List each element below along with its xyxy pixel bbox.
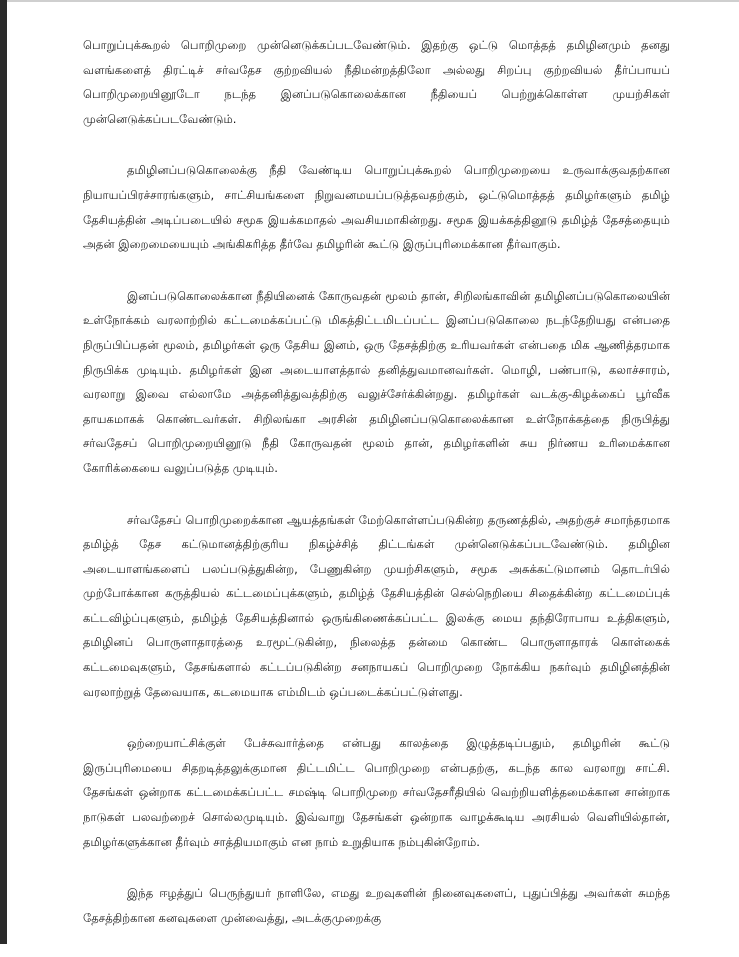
paragraph-remembrance: இந்த ஈழத்துப் பெருந்துயர் நாளிலே, எமது உறவுகளின் நினைவுகளைப், புதுப்பித்து அவர்கள் சுமந்த தேசத்திற்கான கனவுகளை முன்வைத்து, அடக்குமுறைக்கு xyxy=(83,886,670,925)
paragraph-accountability: பொறுப்புக்கூறல் பொறிமுறை முன்னெடுக்கப்படவேண்டும். இதற்கு ஒட்டு மொத்தத் தமிழினமும் தனது வளங்களைத் திரட்டிச் சர்வதேச குற்றவியல் நீதிமன்றத்திலோ அல்லது சிறப்பு குற்றவியல் தீர்ப்பாயப் பொறிமுறையினூடோ நடந்த இனப்படுகொலைக்கான நீதியைப் பெற்றுக்கொள்ள முயற்சிகள் முன்னெடுக்கப்படவேண்டும். xyxy=(83,38,670,126)
paragraph-genocide-intent: இனப்படுகொலைக்கான நீதியினைக் கோருவதன் மூலம் தான், சிறிலங்காவின் தமிழினப்படுகொலையின் உள்நோக்கம் வரலாற்றில் கட்டமைக்கப்பட்டு மிகத்திட்டமிடப்பட்ட இனப்படுகொலை நடந்தேறியது என்பதை நிருப்பிப்பதன் மூலம், தமிழர்கள் ஒரு தேசிய இனம், ஒரு தேசத்திற்கு உரியவர்கள் என்பதை மிக ஆணித்தரமாக நிருபிக்க முடியும். தமிழர்கள் இன அடையாளத்தால் தனித்துவமானவர்கள். மொழி, பண்பாடு, கலாச்சாரம், வரலாறு இவை எல்லாமே அத்தனித்துவத்திற்கு வலுச்சேர்க்கின்றது. தமிழர்கள் வடக்கு-கிழக்கைப் பூர்வீக தாயகமாகக் கொண்டவர்கள். சிறிலங்கா அரசின் தமிழினப்படுகொலைக்கான உள்நோக்கத்தை நிருபித்து சர்வதேசப் பொறிமுறையினூடு நீதி கோருவதன் மூலம் தான், தமிழர்களின் சுய நிர்ணய உரிமைக்கான கோரிக்கையை வலுப்படுத்த முடியும். xyxy=(83,288,670,475)
viewer-left-edge xyxy=(0,0,7,944)
page-top-border xyxy=(0,0,739,2)
paragraph-nation-building: சர்வதேசப் பொறிமுறைக்கான ஆயத்தங்கள் மேற்கொள்ளப்படுகின்ற தருணத்தில், அதற்குச் சமாந்தரமாக தமிழ்த் தேச கட்டுமானத்திற்குரிய நிகழ்ச்சித் திட்டங்கள் முன்னெடுக்கப்படவேண்டும். தமிழின அடையாளங்களைப் பலப்படுத்துகின்ற, பேணுகின்ற முயற்சிகளும், சமூக அசுக்கட்டுமானம் தொடர்பில் முற்போக்கான கருத்தியல் கட்டமைப்புக்களும், தமிழ்த் தேசியத்தின் செல்நெறியை சிதைக்கின்ற கட்டமைப்புக் கட்டவிழ்ப்புகளும், தமிழ்த் தேசியத்தினால் ஒருங்கிணைக்கப்பட்ட இலக்கு மைய தந்திரோபாய உத்திகளும், தமிழினப் பொருளாதாரத்தை உரமூட்டுகின்ற, நிலைத்த தன்மை கொண்ட பொருளாதாரக் கொள்கைக் கட்டமைவுகளும், தேசங்களால் கட்டப்படுகின்ற சனநாயகப் பொறிமுறை நோக்கிய நகர்வும் தமிழினத்தின் வரலாற்றுத் தேவையாக, கடமையாக எம்மிடம் ஒப்படைக்கப்பட்டுள்ளது. xyxy=(83,512,670,699)
document-page xyxy=(83,33,670,957)
paragraph-unitary-state: ஒற்றையாட்சிக்குள் பேச்சுவார்த்தை என்பது காலத்தை இழுத்தடிப்பதும், தமிழரின் கூட்டு இருப்புரிமையை சிதறடித்தலுக்குமான திட்டமிட்ட பொறிமுறை என்பதற்கு, கடந்த கால வரலாறு சாட்சி. தேசங்கள் ஒன்றாக கட்டமைக்கப்பட்ட சமஷ்டி பொறிமுறை சர்வதேசரீதியில் வெற்றியளித்தமைக்கான சான்றாக நாடுகள் பலவற்றைச் சொல்லமுடியும். இவ்வாறு தேசங்கள் ஒன்றாக வாழக்கூடிய அரசியல் வெளியில்தான், தமிழர்களுக்கான தீர்வும் சாத்தியமாகும் என நாம் உறுதியாக நம்புகின்றோம். xyxy=(83,736,670,849)
paragraph-justice-mechanism: தமிழினப்படுகொலைக்கு நீதி வேண்டிய பொறுப்புக்கூறல் பொறிமுறையை உருவாக்குவதற்கான நியாயப்பிரச்சாரங்களும், சாட்சியங்களை நிறுவனமயப்படுத்தவதற்கும், ஒட்டுமொத்தத் தமிழர்களும் தமிழ் தேசியத்தின் அடிப்படையில் சமூக இயக்கமாதல் அவசியமாகின்றது. சமூக இயக்கத்தினூடு தமிழ்த் தேசத்தையும் அதன் இறைமையையும் அங்கிகரித்த தீர்வே தமிழரின் கூட்டு இருப்புரிமைக்கான தீர்வாகும். xyxy=(83,163,670,252)
